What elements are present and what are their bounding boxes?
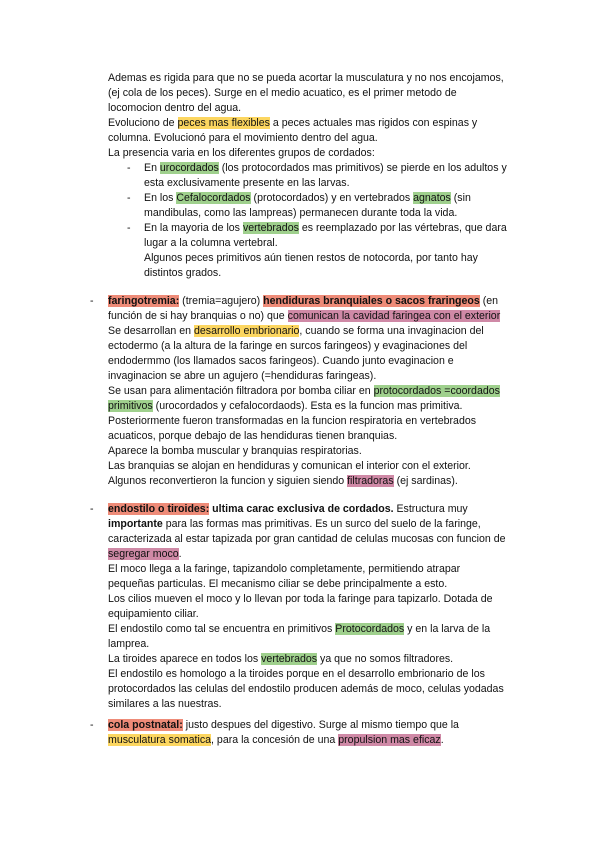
section-heading-line — [108, 502, 468, 516]
paragraph-line: locomocion dentro del agua. — [108, 102, 242, 114]
text: (sin — [450, 192, 471, 204]
highlight-green: protocordados =coordados — [373, 385, 500, 397]
bullet-line: distintos grados. — [144, 267, 222, 279]
highlight-yellow: peces mas flexibles — [177, 117, 270, 129]
paragraph-line — [108, 116, 477, 130]
paragraph-line: columna. Evolucionó para el movimiento dentro del agua. — [108, 132, 378, 144]
highlight-green: Cefalocordados — [176, 192, 251, 204]
bold-text: ultima carac exclusiva de cordados. — [209, 503, 394, 515]
paragraph-line: Los cilios mueven el moco y lo llevan por toda la faringe para tapizarlo. Dotada de — [108, 593, 493, 605]
paragraph-line: lamprea. — [108, 638, 150, 650]
paragraph-line — [108, 474, 458, 488]
paragraph-line: caracterizada al estar tapizada por gran cantidad de celulas mucosas con funcion de — [108, 533, 506, 545]
text: En la mayoria de los — [144, 222, 243, 234]
paragraph-line — [108, 384, 500, 398]
text: La tiroides aparece en todos los — [108, 653, 262, 665]
highlight-green: primitivos — [108, 400, 153, 412]
paragraph-line: Ademas es rigida para que no se pueda acortar la musculatura y no nos encojamos, — [108, 72, 504, 84]
highlight-red: hendiduras branquiales o sacos frаringeos — [263, 295, 480, 307]
bullet-dash: - — [90, 295, 94, 307]
paragraph-line — [108, 652, 453, 666]
text: Algunos reconvertieron la funcion y siguien siendo — [108, 475, 348, 487]
text: es reemplazado por las vértebras, que dara — [298, 222, 507, 234]
highlight-green: vertebrados — [242, 222, 299, 234]
highlight-pink: segregar moco — [108, 548, 179, 560]
paragraph-line: endodermmo (los llamados sacos faringeos). Cuando junto evaginacion e — [108, 355, 454, 367]
text: El endostilo como tal se encuentra en primitivos — [108, 623, 336, 635]
text: En los — [144, 192, 177, 204]
bold-text: importante — [108, 518, 163, 530]
bullet-dash: - — [127, 192, 131, 204]
paragraph-line: equipamiento ciliar. — [108, 608, 199, 620]
highlight-green: Protocordados — [335, 623, 405, 635]
paragraph-line: El moco llega a la faringe, tapizandolo completamente, permitiendo atrapar — [108, 563, 461, 575]
text: justo despues del digestivo. Surge al mismo tiempo que la — [182, 719, 459, 731]
paragraph-line: acuaticos, porque debajo de las hendiduras tienen branquias. — [108, 430, 398, 442]
bullet-dash: - — [90, 719, 94, 731]
bullet-line: lugar a la columna vertebral. — [144, 237, 278, 249]
highlight-green: agnatos — [413, 192, 451, 204]
text: a peces actuales mas rigidos con espinas y — [269, 117, 478, 129]
paragraph-line — [108, 733, 444, 747]
paragraph-line: (ej cola de los peces). Surge en el medio acuatico, es el primer metodo de — [108, 87, 457, 99]
text: (urocordados y cefalocordaods). Esta es la funcion mas primitiva. — [152, 400, 463, 412]
text: y en la larva de la — [404, 623, 491, 635]
text: (los protocordados mas primitivos) se pierde en los adultos y — [218, 162, 507, 174]
bullet-dash: - — [127, 222, 131, 234]
paragraph-line: El endostilo es homologo a la tiroides porque en el desarrollo embrionario de los — [108, 668, 485, 680]
highlight-pink: comunican la cavidad faringea con el exterior — [287, 310, 501, 322]
bullet-dash: - — [127, 162, 131, 174]
text: . — [178, 548, 182, 560]
text: (ej sardinas). — [393, 475, 458, 487]
bullet-line — [144, 221, 507, 235]
text: (protocordados) y en vertebrados — [250, 192, 414, 204]
bullet-line: mandibulas, como las lampreas) permanecen durante toda la vida. — [144, 207, 458, 219]
highlight-pink: filtradoras — [347, 475, 394, 487]
bullet-line: esta exclusivamente presente en las larvas. — [144, 177, 350, 189]
paragraph-line: La presencia varia en los diferentes grupos de cordados: — [108, 147, 375, 159]
paragraph-line: ectodermo (a la altura de la faringe en surcos faringeos) y evaginaciones del — [108, 340, 468, 352]
paragraph-line: Posteriormente fueron transformadas en la funcion respiratoria en vertebrados — [108, 415, 477, 427]
highlight-red: endostilo o tiroides: — [108, 503, 210, 515]
paragraph-line — [108, 547, 182, 561]
paragraph-line: pequeñas particulas. El mecanismo ciliar se debe principalmente a esto. — [108, 578, 448, 590]
highlight-yellow: musculatura somatica — [108, 734, 212, 746]
paragraph-line — [108, 399, 462, 413]
text: En — [144, 162, 160, 174]
highlight-red: cola postnatal: — [108, 719, 183, 731]
text: . — [440, 734, 444, 746]
bullet-line: Algunos peces primitivos aún tienen restos de notocorda, por tanto hay — [144, 252, 478, 264]
text: Estructura muy — [393, 503, 468, 515]
text: , cuando se forma una invaginacion del — [299, 325, 484, 337]
text: para las formas mas primitivas. Es un surco del suelo de la faringe, — [162, 518, 481, 530]
paragraph-line: similares a las nuestras. — [108, 698, 222, 710]
paragraph-line: protocordados las celulas del endostilo producen además de moco, celulas yodadas — [108, 683, 504, 695]
paragraph-line — [108, 324, 484, 338]
text: , para la concesión de una — [211, 734, 339, 746]
bullet-line — [144, 161, 507, 175]
bullet-dash: - — [90, 503, 94, 515]
text: ya que no somos filtradores. — [317, 653, 454, 665]
highlight-yellow: desarrollo embrionario — [193, 325, 300, 337]
text: (en — [479, 295, 499, 307]
highlight-red: faringotremia: — [108, 295, 180, 307]
text: Evoluciono de — [108, 117, 178, 129]
text: (tremia=agujero) — [179, 295, 264, 307]
bullet-line — [144, 191, 471, 205]
section-heading-line — [108, 718, 459, 732]
paragraph-line: Las branquias se alojan en hendiduras y comunican el interior con el exterior. — [108, 460, 471, 472]
text: Se desarrollan en — [108, 325, 194, 337]
paragraph-line — [108, 517, 481, 531]
paragraph-line — [108, 309, 500, 323]
highlight-pink: propulsion mas eficaz — [338, 734, 441, 746]
paragraph-line: Aparece la bomba muscular y branquias respiratorias. — [108, 445, 362, 457]
paragraph-line: invaginacion se abre un agujero (=hendiduras faringeas). — [108, 370, 377, 382]
highlight-green: urocordados — [159, 162, 219, 174]
text: Se usan para alimentación filtradora por bomba ciliar en — [108, 385, 374, 397]
paragraph-line — [108, 622, 490, 636]
text: función de si hay branquias o no) que — [108, 310, 288, 322]
section-heading-line — [108, 294, 498, 308]
highlight-green: vertebrados — [261, 653, 318, 665]
